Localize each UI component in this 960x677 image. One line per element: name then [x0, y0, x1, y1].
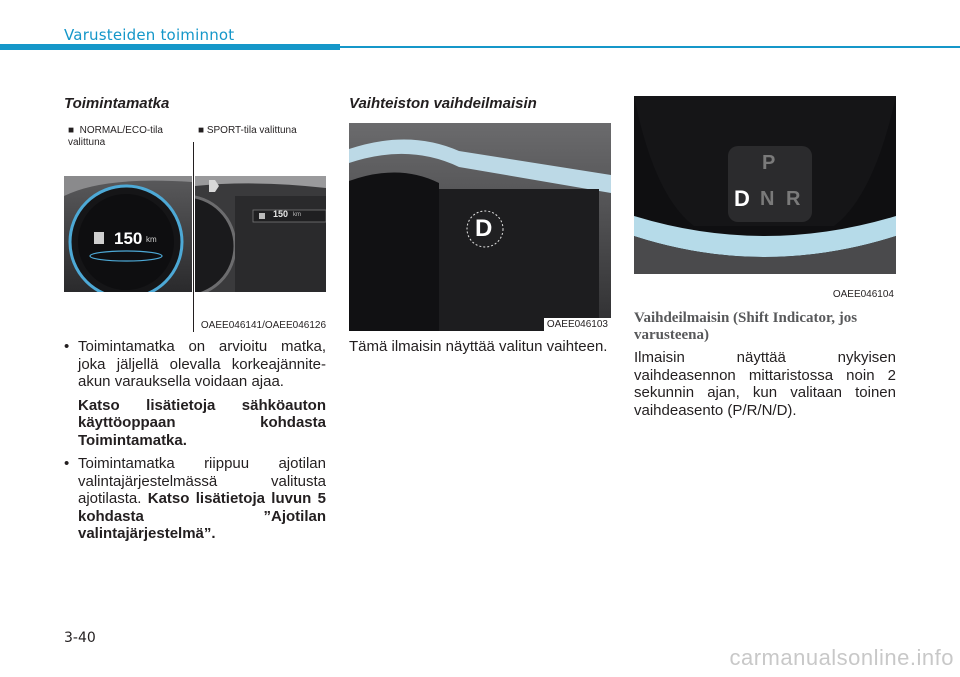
range-figure — [64, 122, 326, 332]
legend-sport: ■ SPORT-tila valittuna — [198, 125, 297, 136]
legend-square-icon: ■ — [68, 125, 80, 136]
gear-n: N — [760, 188, 775, 210]
section-header: Varusteiden toiminnot — [64, 26, 235, 44]
header-rule-thin — [340, 46, 960, 48]
gear-p: P — [762, 152, 776, 174]
gear-image-code: OAEE046103 — [544, 318, 611, 331]
bullet-1-reference: Katso lisätietoja sähköauton käyttöoppaan kohdasta Toimintamatka. — [78, 396, 326, 449]
normal-range-value: 150 — [114, 229, 143, 248]
vaihdeilmaisin-title: Vaihteiston vaihdeilmaisin — [349, 95, 537, 112]
header-rule-thick — [0, 44, 340, 50]
bullet-2-reference: Katso lisätietoja luvun 5 kohdasta ”Ajotilan valintajärjestelmä”. — [78, 490, 326, 542]
shift-image-code: OAEE046104 — [832, 289, 894, 300]
shift-indicator-image — [634, 96, 896, 306]
range-image-code: OAEE046141/OAEE046126 — [200, 320, 326, 331]
figure-divider — [193, 142, 194, 332]
shift-indicator-heading: Vaihdeilmaisin (Shift Indicator, jos varusteena) — [634, 310, 858, 343]
normal-range-unit: km — [146, 235, 157, 244]
left-body — [64, 338, 326, 543]
bullet-1-text: Toimintamatka on arvioitu matka, joka jäljellä olevalla korkeajänniteakun varauksella voidaan ajaa. — [78, 338, 326, 390]
list-item — [64, 455, 326, 543]
sport-range-unit: km — [293, 212, 301, 218]
middle-body: Tämä ilmaisin näyttää valitun vaihteen. — [349, 338, 608, 355]
watermark: carmanualsonline.info — [729, 645, 954, 670]
gear-r: R — [786, 188, 801, 210]
legend-normal: ■ NORMAL/ECO-tila valittuna — [68, 125, 163, 148]
gear-letter-d: D — [475, 215, 493, 242]
gear-indicator-image — [349, 123, 611, 331]
sport-range-value: 150 — [273, 209, 289, 219]
bullet-2-text: Toimintamatka riippuu ajotilan valintajärjestelmässä valitusta ajotilasta. — [78, 455, 326, 507]
toimintamatka-title: Toimintamatka — [64, 95, 170, 112]
right-body: Ilmaisin näyttää nykyisen vaihdeasennon mittaristossa noin 2 sekunnin ajan, kun valitaan toinen vaihdeasento (P/R/N/D). — [634, 349, 896, 419]
gear-d-active: D — [734, 186, 750, 211]
sport-mode-image — [195, 176, 326, 292]
legend-square-icon: ■ — [198, 125, 207, 136]
list-item — [64, 338, 326, 391]
normal-mode-image — [64, 176, 192, 292]
page-number: 3-40 — [64, 630, 96, 646]
